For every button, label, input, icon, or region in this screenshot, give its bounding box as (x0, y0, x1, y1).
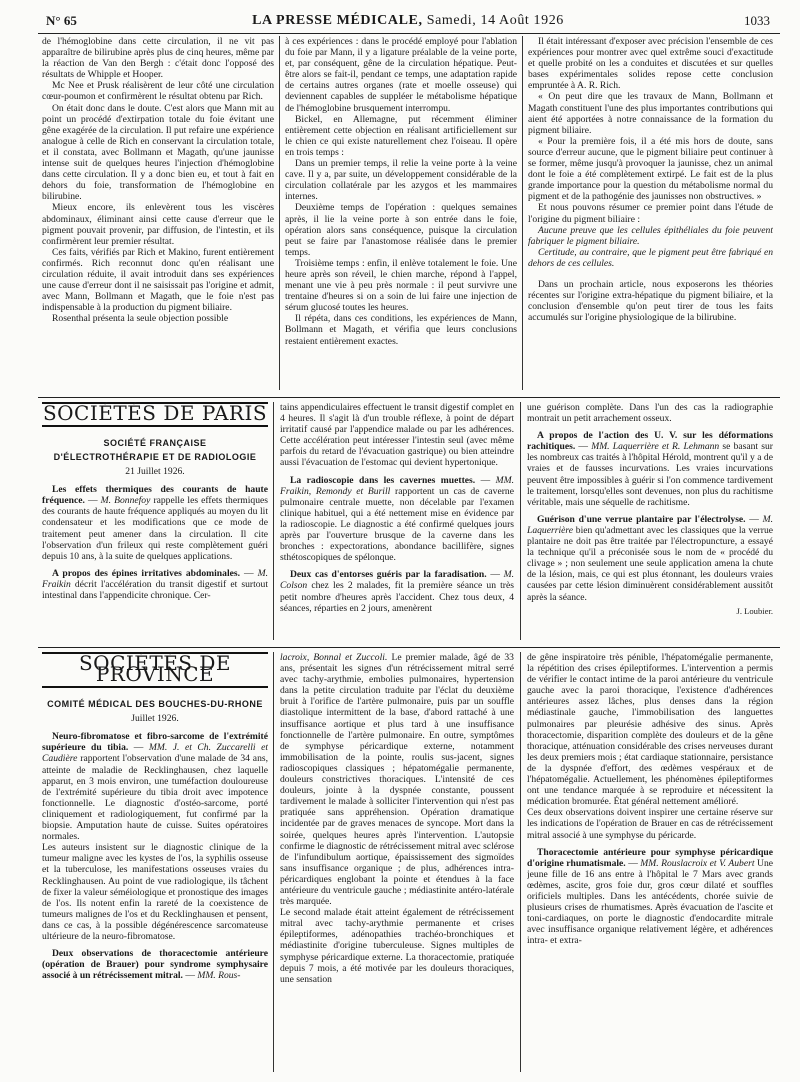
article-author: MM. Laquerrière et R. Lehmann (591, 441, 720, 453)
paris-section-title: SOCIÉTÉS DE PARIS (42, 402, 268, 427)
top-column-3 (528, 36, 773, 392)
article-text: de gêne inspiratoire très pénible, l'hépatomégalie permanente, la répétition des crises épileptiformes. L'intervention a permis de vérifier le contact intime de la paroi antérieure du ventricule gauche avec la paroi thoracique, l'existence d'adhérences antérieures assez lâches, plus denses dans la région médiastinale gauche, l'immobilisation des languettes pulmonaires par pleurésie adhésive des sinus. Après thoracectomie, disparition complète des douleurs et de la gêne thoracique, atténuation considérable des crises nerveuses durant les deux premiers mois ; état cardiaque stationnaire, persistance de la dyspnée d'effort, des œdèmes vespéraux et de l'hépatomégalie. Actuellement, les phénomènes épileptiformes ont une tendance marquée à se reproduire et nécessitent la médication bromurée. État général nettement amélioré. (527, 652, 773, 808)
province-column-2 (280, 652, 514, 1072)
article-paragraph: A propos des épines irritatives abdominales. — M. Fraikin décrit l'accélération du transit digestif et surtout intestinal dans l'appendicite chronique. Cer- (42, 567, 268, 602)
article-text: Le premier malade, âgé de 33 ans, présentait les signes d'un rétrécissement mitral serré avec tachy-arythmie, embolies pulmonaires, hypertension dans la petite circulation traduite par l'éclat du deuxième bruit à l'orifice de l'artère pulmonaire, puis par un souffle diastolique intermittent de la base, d'abord rattaché à une insuffisance aortique et plus tard à une insuffisance fonctionnelle de l'artère pulmonaire. En outre, symptômes de symphyse péricardique externe, notamment immobilisation de la pointe, roulis sus-jacent, signes radioscopiques classiques ; hépatomégalie permanente, douleurs constrictives thoraciques. L'intensité de ces douleurs, jointe à la dyspnée constante, poussent tardivement le malade à solliciter l'intervention qui n'est pas pratiquée sans appréhension. Opération dramatique incidentée par de graves menaces de syncope. Mort dans la soirée, quelques heures après l'intervention. L'autopsie confirme le diagnostic de rétrécissement mitral avec sclérose de l'infundibulum aortique, épaississement des sigmoïdes sans insuffisance organique ; de plus, adhérences intra-péricardiques englobant la pointe et étendues à la face antérieure du ventricule gauche ; médiastinite antéro-latérale très marquée. (280, 652, 514, 908)
column-divider (520, 652, 521, 1072)
article-text: rapportent l'observation d'une malade de 34 ans, atteinte de maladie de Recklinghausen, chez laquelle apparut, en 3 mois environ, une tuméfaction douloureuse de l'extrémité supérieure du tibia droit avec impotence fonctionnelle. Le diagnostic d'ostéo-sarcome, porté cliniquement et radiologiquement, fut confirmé par la biopsie. Amputation haute de cuisse. Suites opératoires normales. (42, 753, 268, 843)
column-divider (279, 36, 280, 390)
paragraph: Ces faits, vérifiés par Rich et Makino, furent entièrement confirmés. Rich reconnut donc qu'en réalisant une circulation réduite, il avait introduit dans ses expériences une cause d'erreur dont il ne saisissait pas l'origine et admit, avec Mann, Bollmann et Magath, que le foie n'est pas indispensable à la production du pigment biliaire. (42, 246, 274, 314)
paragraph: Aucune preuve que les cellules épithéliales du foie peuvent fabriquer le pigment biliaire. (528, 224, 773, 247)
article-title: A propos des épines irritatives abdominales. (52, 567, 240, 579)
paragraph: à ces expériences : dans le procédé employé pour l'ablation du foie par Mann, il y a ligature préalable de la veine porte, et, par conséquent, gêne de la circulation hépatique. Peut-être alors se fait-il, pendant ce temps, une adaptation rapide de certains autres organes (rate et moelle osseuse) qui deviennent capables de suppléer le métabolisme hépatique de l'hémoglobine brusquement interrompu. (285, 36, 517, 114)
article-author: MM. Rous- (197, 970, 241, 982)
article-text: Le second malade était atteint également de rétrécissement mitral avec tachy-arythmie permanente et crises épileptiformes, adénopathies trachéo-bronchiques et médiastinite d'origine tuberculeuse. Signes multiples de symphyse péricardique externe. La thoracectomie, pratiquée depuis 7 mois, a été motivée par les douleurs thoraciques, une sensation (280, 907, 514, 985)
article-paragraph (527, 652, 773, 807)
article-paragraph: Deux observations de thoracectomie antérieure (opération de Brauer) pour syndrome symphysaire associé à un rétrécissement mitral. — MM. Rous- (42, 948, 268, 982)
article-text: décrit l'accélération du transit digestif et surtout intestinal dans l'appendicite chronique. Cer- (42, 578, 268, 602)
paris-column-1 (42, 402, 268, 642)
paragraph: Bickel, en Allemagne, put récemment éliminer entièrement cette objection en réalisant artificiellement sur le chien ce qui existe naturellement chez l'oiseau. Il opère en trois temps : (285, 113, 517, 158)
paragraph: Certitude, au contraire, que le pigment peut être fabriqué en dehors de ces cellules. (528, 246, 773, 269)
article-title: La radioscopie dans les cavernes muettes. (290, 474, 476, 486)
paragraph: Deuxième temps de l'opération : quelques semaines après, il lie la veine porte à son entrée dans le foie, opération alors sans conséquence, puisque la circulation peut se faire par l'anastomose réalisée dans le premier temps. (285, 202, 517, 258)
article-title: A propos de l'action des U. V. sur les déformations rachitiques. (527, 430, 773, 453)
article-paragraph (280, 402, 514, 469)
paragraph: Rosenthal présenta la seule objection possible (52, 313, 229, 325)
paragraph: Mieux encore, ils enlevèrent tous les viscères abdominaux, éliminant ainsi cette cause d'erreur que le pigment pouvait provenir, par diffusion, de l'intestin, et ils confirmèrent leur premier résultat. (42, 202, 274, 247)
column-divider (520, 402, 521, 640)
header-rule (38, 33, 780, 34)
committee-name: COMITÉ MÉDICAL DES BOUCHES-DU-RHONE (47, 699, 263, 710)
province-section-title: SOCIÉTÉS DE PROVINCE (42, 652, 268, 688)
paragraph: Dans un premier temps, il relie la veine porte à la veine cave. Il y a, par suite, un développement considérable de la circulation collatérale par les azygos et les mammaires internes. (285, 158, 517, 203)
article-author: MM. J. et Ch. Zuccarelli et Caudière (42, 742, 268, 765)
column-divider (273, 652, 274, 1072)
article-text: se basant sur les nombreux cas traités à l'hôpital Hérold, montrent qu'il y a de vraies et de fausses incurvations. Les vraies incurvations peuvent être impossibles à guérir si l'on commence tardivement le traitement, lorsqu'elles sont devenues, non plus du rachitisme véritable, mais une séquelle de rachitisme. (527, 441, 773, 508)
page-header (38, 13, 778, 31)
issue-number: N° 65 (46, 13, 77, 28)
article-author: MM. Rouslacroix et V. Aubert (640, 857, 755, 869)
article-paragraph: La radioscopie dans les cavernes muettes. — MM. Fraikin, Remondy et Burill rapportent un cas de caverne pulmonaire centrale muette, non décelable par l'examen clinique habituel, qui a été nettement mise en évidence par la radioscopie. Le diagnostic a été confirmé quelques jours après par l'ouverture brusque de la caverne dans les bronches : expectorations, abondance bacillifère, signes sthétoscopiques de spélonque. (280, 474, 514, 564)
top-column-2 (285, 36, 517, 392)
article-text: chez les 2 malades, fit la première séance un très petit nombre d'heures après l'accident. Chez tous deux, 4 séances, réparties en 2 jours, amenèrent (280, 580, 514, 614)
article-paragraph: Deux cas d'entorses guéris par la faradisation. — M. Colson chez les 2 malades, fit la première séance un très petit nombre d'heures après l'accident. Chez tous deux, 4 séances, réparties en 2 jours, amenèrent (280, 569, 514, 614)
article-paragraph: Thoracectomie antérieure pour symphyse péricardique d'origine rhumatismale. — MM. Rouslacroix et V. Aubert Une jeune fille de 16 ans entre à l'hôpital le 7 Mars avec grands œdèmes, ascite, gros foie dur, gros cœur dilaté et souffles orificiels multiples. Dans les antécédents, chorée suivie de plusieurs crises de rhumatismes. Après évacuation de l'ascite et toni-cardiaques, on porte le diagnostic d'endocardite mitrale avec insuffisance organique relativement légère, et adhérences intra- et extra- (527, 846, 773, 947)
section-rule (38, 647, 780, 648)
top-column-1 (42, 36, 274, 392)
article-paragraph (527, 402, 773, 424)
province-column-1 (42, 652, 268, 1072)
province-column-3 (527, 652, 773, 1072)
article-paragraph: Neuro-fibromatose et fibro-sarcome de l'extrémité supérieure du tibia. — MM. J. et Ch. Zuccarelli et Caudière rapportent l'observation d'une malade de 34 ans, atteinte de maladie de Recklinghausen, chez laquelle apparut, en 3 mois environ, une tuméfaction douloureuse de l'extrémité supérieure du tibia droit avec impotence fonctionnelle. Le diagnostic d'ostéo-sarcome, porté cliniquement et radiologiquement, fut confirmé par la biopsie. Amputation haute de cuisse. Suites opératoires normales. (42, 731, 268, 843)
paragraph: Troisième temps : enfin, il enlève totalement le foie. Une heure après son réveil, le chien marche, répond à l'appel, menant une vie à peu près normale : il peut survivre une trentaine d'heures si on a soin de lui faire une injection de sérum glucosé toutes les heures. (285, 257, 517, 314)
session-date: Juillet 1926. (131, 713, 179, 725)
article-text: rappelle les effets thermiques des courants de haute fréquence appliqués au moyen du lit condensateur et les modifications que ce mode de traitement peut amener dans la circulation. Il cite l'observation d'un frileux qui reste complètement guéri depuis 10 ans, à la suite de quelques applications. (42, 495, 268, 562)
article-title: Guérison d'une verrue plantaire par l'électrolyse. (537, 513, 746, 525)
paris-column-1-body (42, 484, 268, 601)
issue-date: Samedi, 14 Août 1926 (426, 13, 564, 28)
article-author: M. Colson (280, 569, 514, 592)
journal-name: LA PRESSE MÉDICALE, (252, 13, 423, 28)
article-author: M. Laquerrière (527, 513, 773, 536)
paragraph: Il était intéressant d'exposer avec précision l'ensemble de ces expériences pour montrer avec quel extrême souci d'exactitude et quelle probité on les a conduites et discutées et sur quelles bases expérimentales solides repose cette conclusion empruntée à A. R. Rich. (528, 36, 773, 92)
section-rule (38, 397, 780, 398)
paragraph: « On peut dire que les travaux de Mann, Bollmann et Magath constituent l'une des plus importantes contributions qui aient été apportées à notre connaissance de la formation du pigment biliaire. (528, 91, 773, 136)
paragraph-gap (528, 269, 773, 279)
paragraph: Il répéta, dans ces conditions, les expériences de Mann, Bollmann et Magath, et vérifia que leurs conclusions restaient entièrement exactes. (285, 313, 517, 347)
article-title: Deux cas d'entorses guéris par la faradisation. (290, 569, 487, 581)
paragraph: de l'hémoglobine dans cette circulation, il ne vit pas apparaître de bilirubine après plus de cinq heures, même par la réaction de Van den Bergh : c'était donc l'opposé des résultats de Whipple et Hooper. (42, 36, 274, 81)
article-text: Une jeune fille de 16 ans entre à l'hôpital le 7 Mars avec grands œdèmes, ascite, gros foie dur, gros cœur dilaté et souffles orificiels multiples. Dans les antécédents, chorée suivie de plusieurs crises de rhumatismes. Après évacuation de l'ascite et toni-cardiaques, on porte le diagnostic d'endocardite mitrale avec insuffisance organique relativement légère, et adhérences intra- et extra- (527, 857, 773, 947)
article-text: bien qu'admettant avec les classiques que la verrue plantaire ne doit pas être traitée par l'électropuncture, a essayé la technique qu'il a préconisée sous le nom de « procédé du clivage » ; non seulement une seule application amena la chute de la lésion, mais, ce qui est plus étonnant, les douleurs vraies causées par cette lésion diminuèrent considérablement aussitôt après la séance. (527, 524, 773, 603)
paragraph: Et nous pouvons résumer ce premier point dans l'étude de l'origine du pigment biliaire : (528, 202, 773, 225)
article-paragraph: Les effets thermiques des courants de haute fréquence. — M. Bonnefoy rappelle les effets thermiques des courants de haute fréquence appliqués au moyen du lit condensateur et les modifications que ce mode de traitement peut amener dans la circulation. Il cite l'observation d'un frileux qui reste complètement guéri depuis 10 ans, à la suite de quelques applications. (42, 484, 268, 562)
session-date: 21 Juillet 1926. (125, 466, 185, 478)
journal-title-line (38, 13, 778, 29)
province-column-1-body (42, 731, 268, 981)
article-author: lacroix, Bonnal et Zuccoli. (280, 652, 388, 663)
article-text: rapportent un cas de caverne pulmonaire centrale muette, non décelable par l'examen clinique habituel, qui a été nettement mise en évidence par la radioscopie. Le diagnostic a été confirmé quelques jours après par l'ouverture brusque de la caverne dans les bronches : expectorations, abondance bacillifère, signes sthétoscopiques de spélonque. (280, 485, 514, 564)
article-title: Deux observations de thoracectomie antérieure (opération de Brauer) pour syndrome symphysaire associé à un rétrécissement mitral. (42, 948, 268, 982)
society-name-line1: SOCIÉTÉ FRANÇAISE (103, 438, 207, 449)
society-name-line2: D'ÉLECTROTHÉRAPIE ET DE RADIOLOGIE (53, 452, 257, 463)
article-paragraph: A propos de l'action des U. V. sur les déformations rachitiques. — MM. Laquerrière et R. Lehmann se basant sur les nombreux cas traités à l'hôpital Hérold, montrent qu'il y a de vraies et de fausses incurvations. Les vraies incurvations peuvent être impossibles à guérir si l'on commence tardivement le traitement, lorsqu'elles sont devenues, non plus du rachitisme véritable, mais une séquelle de rachitisme. (527, 430, 773, 508)
signature: J. Loubier. (736, 605, 773, 616)
article-text: une guérison complète. Dans l'un des cas la radiographie montrait un petit arrachement osseux. (527, 402, 773, 425)
paragraph: On était donc dans le doute. C'est alors que Mann mit au point un procédé d'extirpation totale du foie évitant une gêne exagérée de la circulation. Il put refaire une expérience analogue à celle de Rich en conservant la circulation totale, et il constata, avec Bollmann et Magath, qu'une jaunisse intense suit de quelques heures l'injection d'hémoglobine dans cette circulation. Il y a donc bien eu, et tout à fait en dehors du foie, transformation de l'hémoglobine en bilirubine. (42, 102, 274, 203)
article-paragraph (42, 842, 268, 942)
article-paragraph (280, 907, 514, 985)
article-author: MM. Fraikin, Remondy et Burill (280, 474, 514, 497)
paris-column-3 (527, 402, 773, 642)
article-paragraph: Guérison d'une verrue plantaire par l'électrolyse. — M. Laquerrière bien qu'admettant avec les classiques que la verrue plantaire ne doit pas être traitée par l'électropuncture, a essayé la technique qu'il a préconisée sous le nom de « procédé du clivage » ; non seulement une seule application amena la chute de la lésion, mais, ce qui est plus étonnant, les douleurs vraies causées par cette lésion diminuèrent considérablement aussitôt après la séance. (527, 513, 773, 603)
page-number: 1033 (744, 13, 770, 28)
column-divider (522, 36, 523, 390)
paragraph: « Pour la première fois, il a été mis hors de doute, sans source d'erreur aucune, que le pigment biliaire peut continuer à se former, même jusqu'à provoquer la jaunisse, chez un animal dont le foie a été complètement extirpé. Le fait est de la plus grande importance pour la question du métabolisme normal du pigment et de la pathogénie des jaunisses non obstructives. » (528, 135, 773, 203)
article-text: tains appendiculaires effectuent le transit digestif complet en 4 heures. Il s'agit là d'un trouble réflexe, à point de départ irritatif causé par l'appendice malade ou par les adhérences. Cette accélération peut intéresser l'intestin seul (avec même parfois du retard de l'évacuation gastrique) ou bien atteindre aussi l'évacuation de l'estomac qui devient hypertonique. (280, 402, 514, 469)
paragraph: Dans un prochain article, nous exposerons les théories récentes sur l'origine extra-hépatique du pigment biliaire, et la conclusion d'ensemble qu'on peut tirer de tous les faits accumulés sur l'origine physiologique de la bilirubine. (528, 278, 773, 324)
article-title: Neuro-fibromatose et fibro-sarcome de l'extrémité supérieure du tibia. (42, 731, 268, 754)
paris-column-2 (280, 402, 514, 642)
article-text: Les auteurs insistent sur le diagnostic clinique de la tumeur maligne avec les kystes de l'os, la syphilis osseuse et la tuberculose, les manifestations osseuses vraies du Recklinghausen. Au point de vue radiologique, ils tâchent de fixer la valeur séméiologique et pronostique des images de l'os. Ils notent enfin la rareté de la coexistence de tumeurs malignes de l'os et du Recklinghausen et pensent, dans ce cas, à la possible dégénérescence sarcomateuse ultérieure de la neuro-fibromatose. (42, 842, 268, 942)
article-author: M. Bonnefoy (100, 495, 151, 507)
column-divider (273, 402, 274, 640)
article-paragraph (527, 807, 773, 840)
article-text: Ces deux observations doivent inspirer une certaine réserve sur les indications de l'opération de Brauer en cas de rétrécissement mitral associé à une symphyse du péricarde. (527, 807, 773, 841)
article-title: Thoracectomie antérieure pour symphyse péricardique d'origine rhumatismale. (527, 846, 773, 869)
article-author: M. Fraikin (42, 567, 268, 590)
article-paragraph (280, 652, 514, 907)
paragraph: Mc Nee et Prusk réalisèrent de leur côté une circulation cœur-poumon et confirmèrent le résultat obtenu par Rich. (42, 80, 274, 103)
article-title: Les effets thermiques des courants de haute fréquence. (42, 484, 268, 507)
